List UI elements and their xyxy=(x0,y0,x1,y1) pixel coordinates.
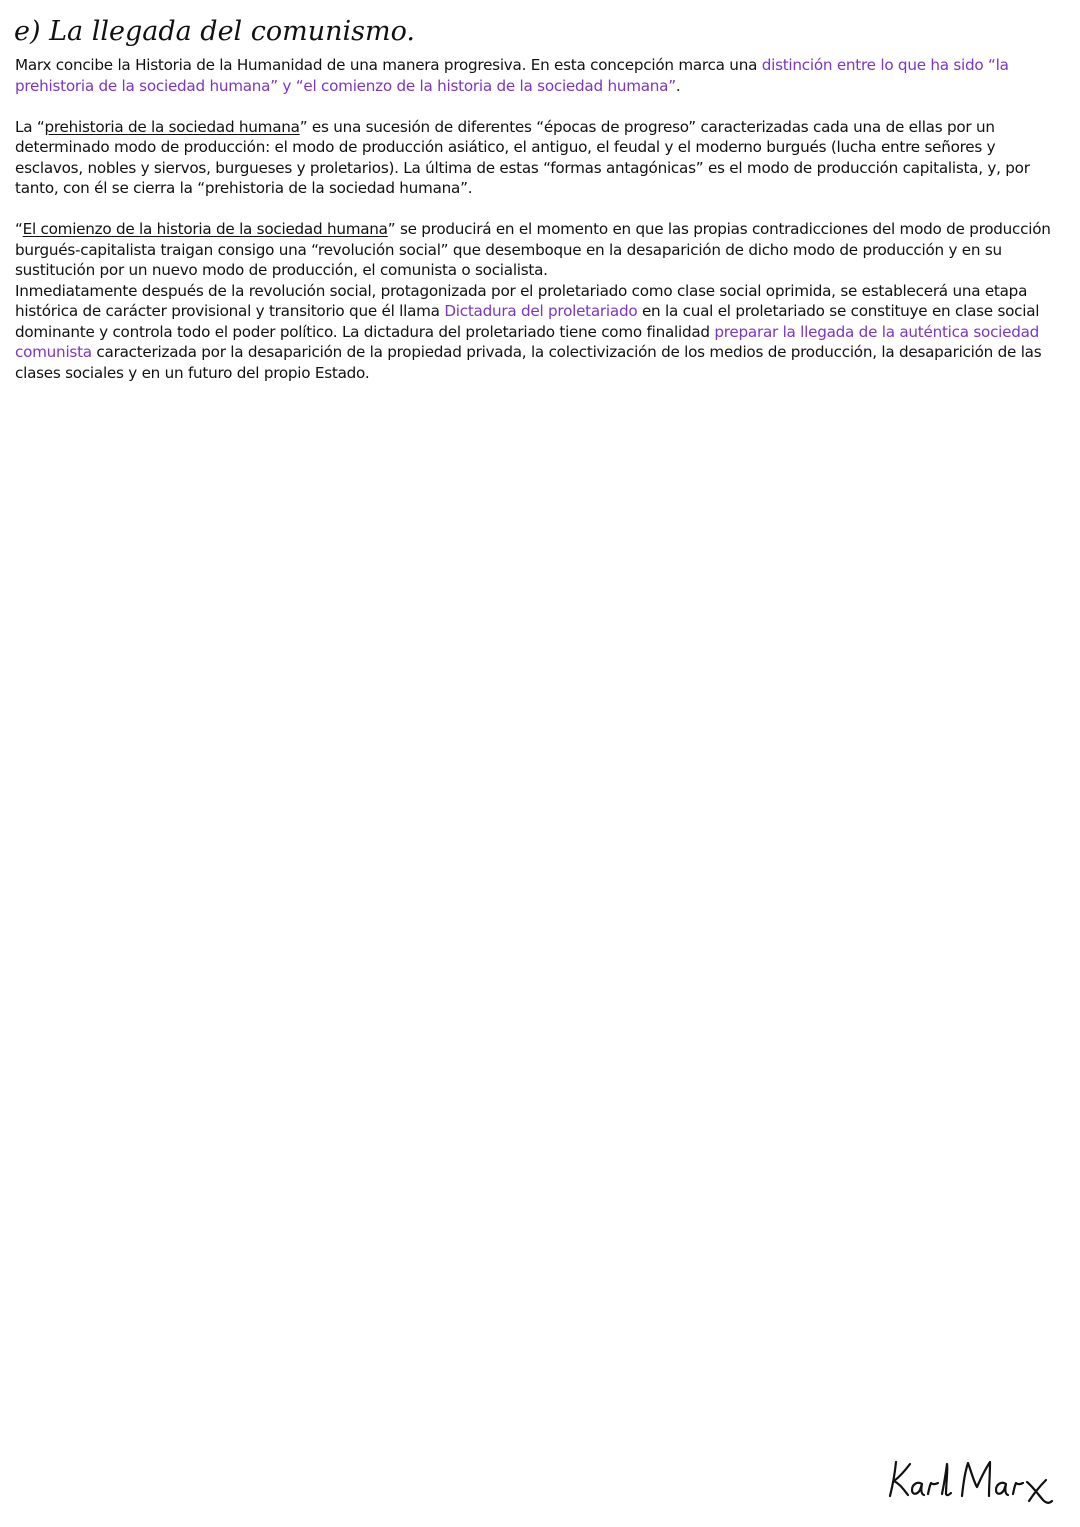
text-run: . xyxy=(675,76,681,95)
text-run: ” se producirá en el momento en que las propias contradicciones del modo de producción burgués-capitalista traigan consigo una “revolución social” que desemboque en la desaparición de dicho modo de producción y en su sustitución por un nuevo modo de producción, el comunista o socialista. xyxy=(15,220,1051,279)
paragraph-intro xyxy=(15,55,1067,96)
paragraph-prehistoria xyxy=(15,117,1067,199)
highlighted-text: Dictadura del proletariado xyxy=(444,302,638,320)
highlighted-text: preparar la llegada de la auténtica sociedad comunista xyxy=(15,322,1040,361)
paragraph-spacer xyxy=(15,96,1067,117)
text-run: “ xyxy=(15,220,23,238)
text-run: caracterizada por la desaparición de la propiedad privada, la colectivización de los medios de producción, la desaparición de las clases sociales y en un futuro del propio Estado. xyxy=(15,343,1042,382)
text-run: ” es una sucesión de diferentes “épocas de progreso” caracterizadas cada una de ellas por un determinado modo de producción: el modo de producción asiático, el antiguo, el feudal y el moderno burgués (lucha entre señores y esclavos, nobles y siervos, burgueses y proletarios). La última de estas “formas antagónicas” es el modo de producción capitalista, y, por tanto, con él se cierra la “prehistoria de la sociedad humana”. xyxy=(15,117,1030,197)
karl-marx-signature xyxy=(886,1454,1058,1506)
body-text xyxy=(15,55,1067,383)
highlighted-text: distinción entre lo que ha sido “la prehistoria de la sociedad humana” y “el comienzo de la historia de la sociedad humana” xyxy=(15,56,1009,95)
text-run: Inmediatamente después de la revolución social, protagonizada por el proletariado como clase social oprimida, se establecerá una etapa histórica de carácter provisional y transitorio que él llama xyxy=(15,281,1028,320)
paragraph-dictadura xyxy=(15,281,1067,384)
underlined-term: prehistoria de la sociedad humana xyxy=(44,117,300,136)
underlined-term: El comienzo de la historia de la sociedad humana xyxy=(22,220,388,238)
paragraph-spacer xyxy=(15,199,1067,220)
paragraph-comienzo-historia xyxy=(15,219,1067,281)
text-run: La “ xyxy=(15,117,45,136)
text-run: en la cual el proletariado se constituye en clase social dominante y controla todo el poder político. La dictadura del proletariado tiene como finalidad xyxy=(15,302,1040,341)
text-run: Marx concibe la Historia de la Humanidad de una manera progresiva. En esta concepción marca una xyxy=(15,56,762,74)
section-title: e) La llegada del comunismo. xyxy=(14,16,415,47)
